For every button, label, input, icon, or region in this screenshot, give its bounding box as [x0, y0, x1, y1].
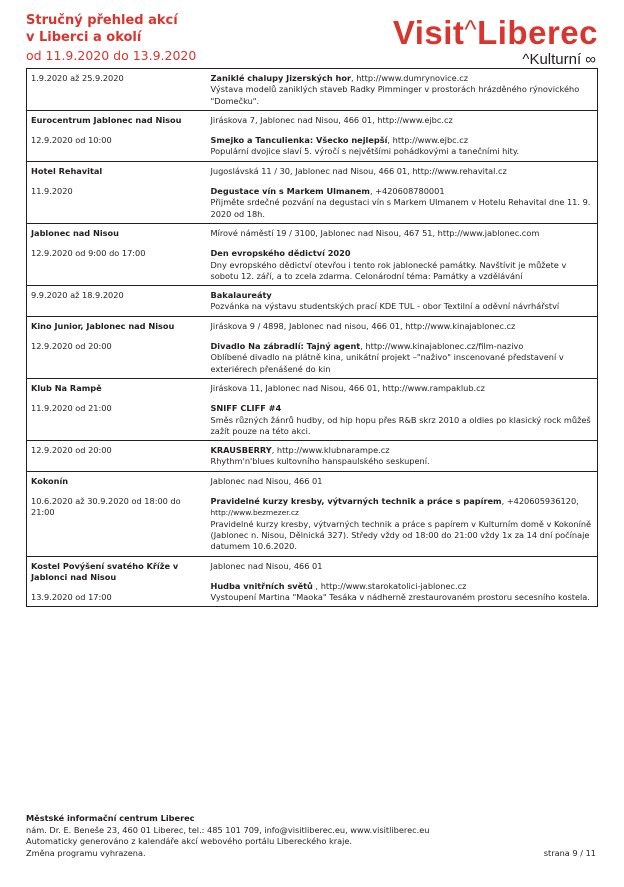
venue-name: Eurocentrum Jablonec nad Nisou: [31, 114, 182, 125]
event-row: [27, 161, 598, 223]
event-right-cell: [207, 286, 598, 317]
event-description: Směs různých žánrů hudby, od hip hopu přes R&B skrz 2010 a oldies po klasický rock můžeš zažít pouze na této akci.: [210, 414, 591, 436]
event-link[interactable]: , http://www.klubnarampe.cz: [271, 445, 390, 456]
event-description: Pozvánka na výstavu studentských prací KDE TUL - obor Textilní a oděvní návrhářství: [210, 301, 560, 312]
event-title: Pravidelné kurzy kresby, výtvarných technik a práce s papírem: [210, 496, 502, 507]
logo-subtitle: ^Kulturní ∞: [522, 51, 596, 68]
event-row: [27, 110, 598, 161]
footer-address: nám. Dr. E. Beneše 23, 460 01 Liberec, tel.: 485 101 709, info@visitliberec.eu, www.visitliberec.eu: [26, 824, 430, 835]
venue-name: Hotel Rehavital: [31, 165, 103, 176]
event-right-cell: [207, 316, 598, 378]
event-left-cell: [27, 471, 207, 556]
header-title-line2: v Liberci a okolí: [26, 30, 142, 45]
venue-address: Mírové náměstí 19 / 3100, Jablonec nad Nisou, 467 51, http://www.jablonec.com: [210, 227, 540, 238]
event-description: Dny evropského dědictví otevřou i tento rok jablonecké památky. Navštívit je můžete v sobotu 12. září, a to zcela zdarma. Celonárodní téma: Památky a vzdělávání: [210, 259, 567, 281]
event-description: Vystoupení Martina "Maoka" Tesáka v nádherně zrestaurovaném prostoru secesního kostela.: [210, 592, 590, 603]
event-description: Přijměte srdečné pozvání na degustaci vín s Markem Ulmanem v Hotelu Rehavital dne 11. 9. 2020 od 18h.: [210, 197, 591, 219]
header-date-range: od 11.9.2020 do 13.9.2020: [26, 48, 197, 63]
venue-address: Jugoslávská 11 / 30, Jablonec nad Nisou, 466 01, http://www.rehavital.cz: [210, 165, 507, 176]
header-title: [26, 12, 178, 46]
event-description: Rhythm'n'blues kultovního hanspaulského seskupení.: [210, 456, 430, 467]
footer-auto-note: Automaticky generováno z kalendáře akcí webového portálu Libereckého kraje.: [26, 836, 353, 846]
event-row: [27, 316, 598, 378]
event-row: [27, 286, 598, 317]
event-row: [27, 471, 598, 556]
event-left-cell: [27, 441, 207, 472]
logo-caret: ^: [464, 14, 478, 44]
event-date: 9.9.2020 až 18.9.2020: [31, 290, 124, 301]
event-row: [27, 378, 598, 440]
event-title: Den evropského dědictví 2020: [210, 248, 351, 259]
venue-name: Jablonec nad Nisou: [31, 227, 119, 238]
event-right-cell: [207, 223, 598, 285]
event-description: Pravidelné kurzy kresby, výtvarných technik a práce s papírem v Kulturním domě v Kokoníně (Jablonec n. Nisou, Dělnická 327). Středy vždy od 18:00 do 21:00 vždy 1x za 14 dní počínaje datumem 10.6.2020.: [210, 518, 592, 552]
footer-organization: Městské informační centrum Liberec: [26, 813, 195, 823]
venue-name: Klub Na Rampě: [31, 382, 102, 393]
event-phone: , +420608780001: [369, 186, 445, 197]
event-title: Degustace vín s Markem Ulmanem: [210, 186, 370, 197]
event-date: 12.9.2020 od 20:00: [31, 445, 112, 456]
event-row: [27, 556, 598, 607]
event-left-cell: [27, 316, 207, 378]
event-right-cell: [207, 471, 598, 556]
event-date: 11.9.2020 od 21:00: [31, 403, 112, 414]
event-left-cell: [27, 110, 207, 161]
logo-wordmark: [393, 10, 598, 52]
logo-text-visit: Visit: [392, 14, 465, 51]
header-title-line1: Stručný přehled akcí: [26, 13, 178, 28]
event-right-cell: [207, 556, 598, 607]
event-link[interactable]: , http://www.kinajablonec.cz/film-nazivo: [360, 341, 524, 352]
event-phone: , +420605936120,: [501, 496, 579, 507]
event-date: 13.9.2020 od 17:00: [31, 592, 112, 603]
event-left-cell: [27, 556, 207, 607]
event-left-cell: [27, 378, 207, 440]
venue-name: Kokonín: [31, 475, 69, 486]
page-number: strana 9 / 11: [543, 848, 596, 858]
event-left-cell: [27, 161, 207, 223]
venue-address: Jablonec nad Nisou, 466 01: [210, 475, 323, 486]
event-row: [27, 69, 598, 111]
event-date: 12.9.2020 od 10:00: [31, 135, 112, 146]
event-link[interactable]: , http://www.dumrynovice.cz: [351, 73, 469, 83]
event-right-cell: [207, 110, 598, 161]
event-left-cell: [27, 223, 207, 285]
event-title: Divadlo Na zábradlí: Tajný agent: [210, 341, 361, 352]
venue-name: Kostel Povýšení svatého Kříže v Jablonci nad Nisou: [31, 560, 179, 582]
venue-address: Jiráskova 7, Jablonec nad Nisou, 466 01, http://www.ejbc.cz: [210, 114, 453, 125]
event-right-cell: [207, 69, 598, 111]
event-date: 12.9.2020 od 9:00 do 17:00: [31, 248, 146, 259]
event-date: 12.9.2020 od 20:00: [31, 341, 112, 352]
venue-name: Kino Junior, Jablonec nad Nisou: [31, 320, 175, 331]
page-header: [26, 12, 598, 68]
footer-change-note: Změna programu vyhrazena.: [26, 847, 146, 858]
event-row: [27, 223, 598, 285]
event-link[interactable]: , http://www.starokatolici-jablonec.cz: [312, 580, 467, 591]
event-link[interactable]: , http://www.ejbc.cz: [387, 135, 469, 146]
venue-address: Jablonec nad Nisou, 466 01: [210, 560, 323, 571]
event-date: 10.6.2020 až 30.9.2020 od 18:00 do 21:00: [31, 496, 181, 518]
event-title: Hudba vnitřních světů: [210, 580, 313, 591]
venue-address: Jiráskova 9 / 4898, Jablonec nad nisou, 466 01, http://www.kinajablonec.cz: [210, 320, 516, 331]
event-link[interactable]: http://www.bezmezer.cz: [210, 508, 299, 518]
logo-text-liberec: Liberec: [477, 14, 598, 51]
events-table: [26, 68, 598, 607]
event-date: 11.9.2020: [31, 186, 73, 197]
event-left-cell: [27, 69, 207, 111]
event-title: SNIFF CLIFF #4: [210, 403, 282, 414]
visit-liberec-logo: [393, 10, 598, 68]
event-right-cell: [207, 378, 598, 440]
event-description: Výstava modelů zaniklých staveb Radky Pimminger v prostorách hrázděného rýnovického "Domečku".: [210, 84, 580, 106]
event-date: 1.9.2020 až 25.9.2020: [31, 73, 124, 83]
event-description: Populární dvojice slaví 5. výročí s největšími pohádkovými a tanečními hity.: [210, 146, 520, 157]
event-right-cell: [207, 161, 598, 223]
event-title: Smejko a Tanculienka: Všecko nejlepší: [210, 135, 388, 146]
event-title: Bakalaureáty: [210, 290, 272, 301]
event-title: Zaniklé chalupy Jizerských hor: [210, 73, 352, 83]
event-right-cell: [207, 441, 598, 472]
event-title: KRAUSBERRY: [210, 445, 272, 456]
page-footer: [26, 813, 598, 859]
event-left-cell: [27, 286, 207, 317]
event-row: [27, 441, 598, 472]
event-description: Oblíbené divadlo na plátně kina, unikátní projekt –"naživo" inscenované představení v exteriérech přenášené do kin: [210, 352, 564, 374]
venue-address: Jiráskova 11, Jablonec nad Nisou, 466 01, http://www.rampaklub.cz: [210, 382, 485, 393]
